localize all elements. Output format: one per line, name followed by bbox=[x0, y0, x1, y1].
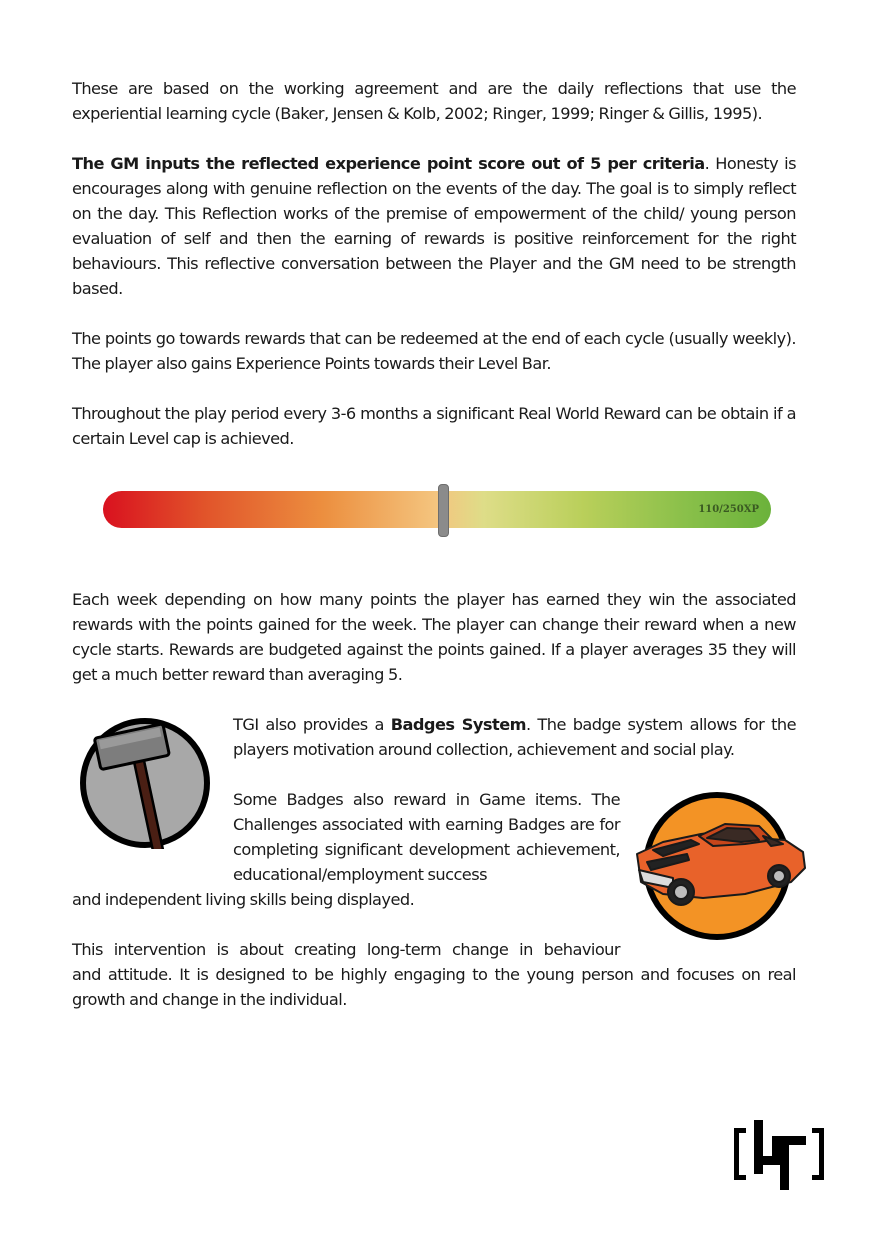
paragraph-text: and independent living skills being displayed. bbox=[72, 890, 415, 909]
hammer-badge-icon bbox=[79, 715, 211, 849]
bracketed-monogram-logo-icon bbox=[732, 1118, 826, 1192]
paragraph-experiential-cycle bbox=[72, 76, 796, 126]
paragraph-weekly-rewards bbox=[72, 587, 796, 687]
xp-level-bar bbox=[103, 491, 771, 528]
paragraph-text: Throughout the play period every 3-6 months a significant Real World Reward can be obtain if a certain Level cap is achieved. bbox=[72, 404, 796, 448]
paragraph-text: and attitude. It is designed to be highly engaging to the young person and focuses on real growth and change in the individual. bbox=[72, 965, 796, 1009]
bold-badges-system: Badges System bbox=[390, 715, 526, 734]
paragraph-text: The points go towards rewards that can be redeemed at the end of each cycle (usually weekly). The player also gains Experience Points towards their Level Bar. bbox=[72, 329, 796, 373]
paragraph-text: . Honesty is encourages along with genuine reflection on the events of the day. The goal is to simply reflect on the day. This Reflection works of the premise of empowerment of the child/ young person evaluation of self and then the earning of rewards is positive reinforcement for the right behaviours. This reflective conversation between the Player and the GM need to be strength based. bbox=[72, 154, 796, 298]
xp-label: 110/250XP bbox=[698, 504, 759, 515]
paragraph-badges-system: TGI also provides a Badges System. The badge system allows for the players motivation around collection, achievement and social play. bbox=[233, 715, 797, 759]
paragraph-rewards bbox=[72, 326, 796, 376]
muscle-car-badge-icon bbox=[633, 790, 807, 942]
paragraph-real-world-reward bbox=[72, 401, 796, 451]
paragraph-intervention-line1 bbox=[72, 937, 620, 962]
paragraph-text: Some Badges also reward in Game items. The Challenges associated with earning Badges are for completing significant development achievement, educational/employment success bbox=[233, 790, 620, 884]
paragraph-gm-inputs bbox=[72, 151, 796, 301]
paragraph-text: These are based on the working agreement and are the daily reflections that use the experiential learning cycle (Baker, Jensen & Kolb, 2002; Ringer, 1999; Ringer & Gillis, 1995). bbox=[72, 79, 796, 123]
bold-gm-inputs: The GM inputs the reflected experience point score out of 5 per criteria bbox=[72, 154, 705, 173]
paragraph-badge-rewards bbox=[233, 787, 620, 887]
xp-marker bbox=[438, 484, 449, 537]
paragraph-text: Each week depending on how many points the player has earned they win the associated rewards with the points gained for the week. The player can change their reward when a new cycle starts. Rewards are budgeted against the points gained. If a player averages 35 they will get a much better reward than averaging 5. bbox=[72, 590, 796, 684]
paragraph-intervention bbox=[72, 962, 796, 1012]
paragraph-text: This intervention is about creating long-term change in behaviour bbox=[72, 940, 620, 959]
